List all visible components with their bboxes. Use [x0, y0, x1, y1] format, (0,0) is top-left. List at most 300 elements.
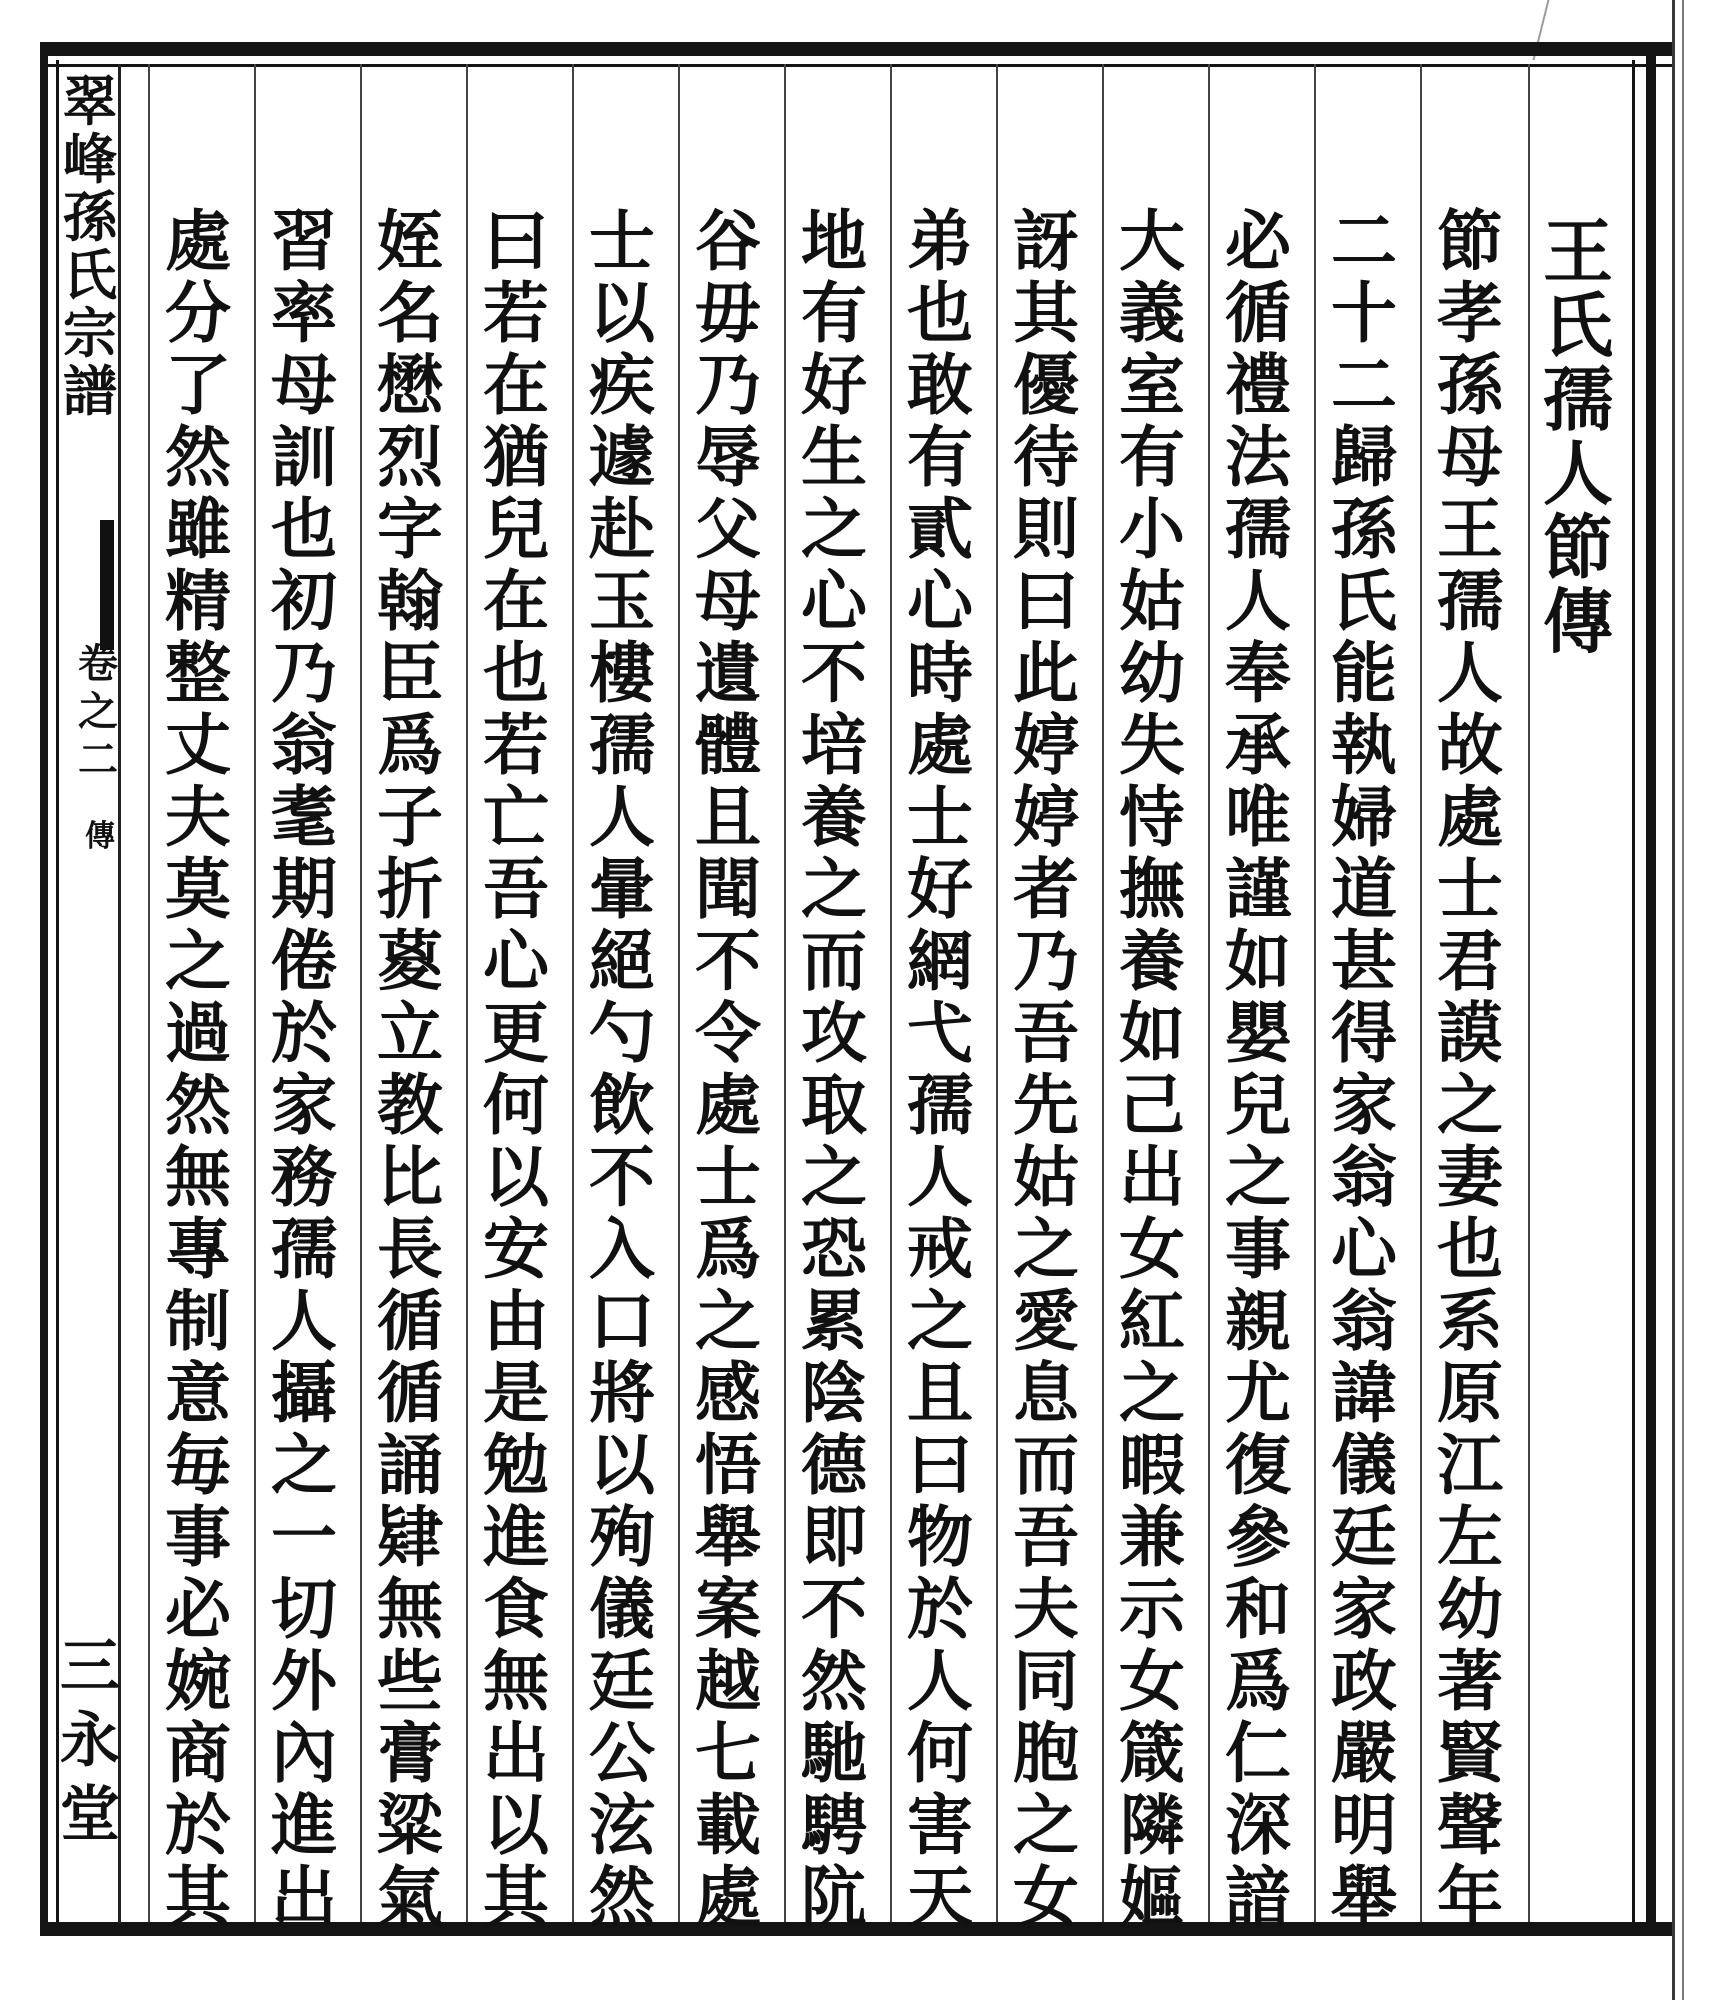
- character: 循: [377, 1354, 443, 1432]
- character: 恐: [801, 1210, 867, 1288]
- character: 於: [271, 994, 337, 1072]
- character: 攝: [271, 1354, 337, 1432]
- character: 法: [1225, 418, 1291, 496]
- character: 二: [1331, 346, 1397, 424]
- character: 之: [1119, 1354, 1185, 1432]
- page-edge-line: [1672, 0, 1675, 2000]
- character: 培: [801, 706, 867, 784]
- character: 幼: [1437, 1570, 1503, 1648]
- character: 士: [589, 202, 655, 280]
- character: 案: [695, 1570, 761, 1648]
- character: 之: [801, 490, 867, 568]
- character: 馳: [801, 1714, 867, 1792]
- character: 氏: [63, 243, 117, 307]
- character: 孺: [907, 1066, 973, 1144]
- character: 雖: [165, 490, 231, 568]
- character: 同: [1013, 1642, 1079, 1720]
- character: 聲: [1437, 1786, 1503, 1864]
- character: 循: [1225, 274, 1291, 352]
- character: 然: [165, 1066, 231, 1144]
- character: 必: [1225, 202, 1291, 280]
- character: 而: [1013, 1426, 1079, 1504]
- character: 小: [1119, 490, 1185, 568]
- character: 心: [907, 562, 973, 640]
- character: 倦: [271, 922, 337, 1000]
- character: 謨: [1437, 994, 1503, 1072]
- character: 嚴: [1331, 1714, 1397, 1792]
- character: 心: [483, 922, 549, 1000]
- character: 亡: [483, 778, 549, 856]
- character: 越: [695, 1642, 761, 1720]
- character: 無: [165, 1138, 231, 1216]
- character: 如: [1119, 994, 1185, 1072]
- character: 內: [271, 1714, 337, 1792]
- character: 泫: [589, 1786, 655, 1864]
- character: 也: [271, 490, 337, 568]
- character: 著: [1437, 1642, 1503, 1720]
- character: 政: [1331, 1642, 1397, 1720]
- frame-top-border: [40, 42, 1672, 56]
- spine-volume: [78, 640, 118, 784]
- character: 生: [801, 418, 867, 496]
- text-column: [468, 202, 564, 1936]
- character: 耄: [271, 778, 337, 856]
- character: 撫: [1119, 850, 1185, 928]
- character: 失: [1119, 706, 1185, 784]
- character: 遽: [589, 418, 655, 496]
- character: 乃: [271, 634, 337, 712]
- character: 道: [1331, 850, 1397, 928]
- character: 粱: [377, 1786, 443, 1864]
- character: 養: [1119, 922, 1185, 1000]
- character: 絕: [589, 922, 655, 1000]
- character: 家: [1331, 1570, 1397, 1648]
- character: 七: [695, 1714, 761, 1792]
- character: 字: [377, 490, 443, 568]
- character: 之: [907, 1282, 973, 1360]
- character: 率: [271, 274, 337, 352]
- character: 何: [483, 1066, 549, 1144]
- character: 口: [589, 1282, 655, 1360]
- character: 累: [801, 1282, 867, 1360]
- character: 於: [165, 1786, 231, 1864]
- character: 爲: [695, 1210, 761, 1288]
- character: 也: [483, 634, 549, 712]
- character: 夫: [1013, 1570, 1079, 1648]
- character: 恃: [1119, 778, 1185, 856]
- character: 大: [1119, 202, 1185, 280]
- character: 阬: [801, 1858, 867, 1936]
- character: 在: [483, 562, 549, 640]
- character: 其: [165, 1858, 231, 1936]
- character: 孫: [1331, 490, 1397, 568]
- character: 切: [271, 1570, 337, 1648]
- character: 公: [589, 1714, 655, 1792]
- character: 德: [801, 1426, 867, 1504]
- character: 然: [801, 1642, 867, 1720]
- character: 優: [1013, 346, 1079, 424]
- text-column: [256, 202, 352, 1936]
- character: 曰: [483, 202, 549, 280]
- character: 嫗: [1119, 1858, 1185, 1936]
- character: 貳: [907, 490, 973, 568]
- character: 孫: [1437, 346, 1503, 424]
- character: 爲: [377, 706, 443, 784]
- character: 室: [1119, 346, 1185, 424]
- character: 人: [907, 1642, 973, 1720]
- character: 年: [1437, 1858, 1503, 1936]
- character: 有: [801, 274, 867, 352]
- character: 王: [1543, 210, 1613, 293]
- character: 執: [1331, 706, 1397, 784]
- character: 猶: [483, 418, 549, 496]
- character: 也: [1437, 1210, 1503, 1288]
- character: 聞: [695, 850, 761, 928]
- character: 暈: [589, 850, 655, 928]
- character: 是: [483, 1354, 549, 1432]
- character: 兼: [1119, 1498, 1185, 1576]
- character: 親: [1225, 1282, 1291, 1360]
- character: 士: [1437, 850, 1503, 928]
- page-edge-line: [1682, 0, 1684, 2000]
- character: 此: [1013, 634, 1079, 712]
- character: 且: [695, 778, 761, 856]
- character: 養: [801, 778, 867, 856]
- character: 先: [1013, 1066, 1079, 1144]
- character: 歸: [1331, 418, 1397, 496]
- character: 樓: [589, 634, 655, 712]
- character: 節: [1437, 202, 1503, 280]
- character: 害: [907, 1786, 973, 1864]
- character: 不: [589, 1138, 655, 1216]
- character: 母: [271, 346, 337, 424]
- character: 處: [695, 1066, 761, 1144]
- character: 曰: [907, 1426, 973, 1504]
- character: 網: [907, 922, 973, 1000]
- character: 曰: [1013, 562, 1079, 640]
- character: 敢: [907, 346, 973, 424]
- character: 谷: [695, 202, 761, 280]
- character: 時: [907, 634, 973, 712]
- character: 翰: [377, 562, 443, 640]
- character: 之: [1437, 1066, 1503, 1144]
- character: 女: [1119, 1642, 1185, 1720]
- character: 婦: [1331, 778, 1397, 856]
- character: 安: [483, 1210, 549, 1288]
- character: 傳: [1543, 580, 1613, 663]
- character: 氏: [1331, 562, 1397, 640]
- character: 孺: [1437, 562, 1503, 640]
- character: 則: [1013, 490, 1079, 568]
- character: 一: [271, 1498, 337, 1576]
- character: 若: [483, 274, 549, 352]
- character: 立: [377, 994, 443, 1072]
- character: 遺: [695, 634, 761, 712]
- character: 士: [907, 778, 973, 856]
- character: 整: [165, 634, 231, 712]
- character: 而: [801, 922, 867, 1000]
- character: 處: [695, 1858, 761, 1936]
- character: 乃: [695, 346, 761, 424]
- character: 江: [1437, 1426, 1503, 1504]
- character: 深: [1225, 1786, 1291, 1864]
- character: 訝: [1013, 202, 1079, 280]
- character: 其: [1013, 274, 1079, 352]
- character: 悟: [695, 1426, 761, 1504]
- character: 原: [1437, 1354, 1503, 1432]
- character: 過: [165, 994, 231, 1072]
- character: 人: [589, 778, 655, 856]
- character: 教: [377, 1066, 443, 1144]
- character: 然: [589, 1858, 655, 1936]
- character: 卷: [78, 640, 118, 687]
- character: 丈: [165, 706, 231, 784]
- character: 物: [907, 1498, 973, 1576]
- character: 乃: [1013, 922, 1079, 1000]
- character: 以: [483, 1138, 549, 1216]
- character: 處: [1437, 778, 1503, 856]
- character: 禮: [1225, 346, 1291, 424]
- character: 吾: [1013, 1498, 1079, 1576]
- character: 永: [60, 1706, 120, 1776]
- character: 士: [695, 1138, 761, 1216]
- character: 天: [907, 1858, 973, 1936]
- character: 尤: [1225, 1354, 1291, 1432]
- character: 二: [78, 736, 118, 783]
- character: 節: [1543, 506, 1613, 589]
- character: 取: [801, 1066, 867, 1144]
- character: 令: [695, 994, 761, 1072]
- character: 在: [483, 346, 549, 424]
- character: 人: [1225, 562, 1291, 640]
- character: 即: [801, 1498, 867, 1576]
- character: 胞: [1013, 1714, 1079, 1792]
- character: 姑: [1013, 1138, 1079, 1216]
- character: 烈: [377, 418, 443, 496]
- text-column: [680, 202, 776, 1936]
- character: 騁: [801, 1786, 867, 1864]
- character: 懋: [377, 346, 443, 424]
- character: 肄: [377, 1498, 443, 1576]
- character: 二: [1331, 202, 1397, 280]
- spine-title: [62, 69, 118, 423]
- character: 訓: [271, 418, 337, 496]
- character: 子: [377, 778, 443, 856]
- character: 折: [377, 850, 443, 928]
- character: 弋: [907, 994, 973, 1072]
- character: 仁: [1225, 1714, 1291, 1792]
- character: 三: [60, 1632, 120, 1702]
- character: 誦: [377, 1426, 443, 1504]
- character: 心: [801, 562, 867, 640]
- character: 嬰: [1225, 994, 1291, 1072]
- character: 制: [165, 1282, 231, 1360]
- character: 載: [695, 1786, 761, 1864]
- character: 處: [907, 706, 973, 784]
- character: 舉: [1331, 1858, 1397, 1936]
- character: 宗: [63, 301, 117, 365]
- character: 孺: [271, 1210, 337, 1288]
- character: 進: [271, 1786, 337, 1864]
- character: 吾: [483, 850, 549, 928]
- character: 翁: [1331, 1282, 1397, 1360]
- character: 諱: [1331, 1354, 1397, 1432]
- character: 婷: [1013, 778, 1079, 856]
- character: 王: [1437, 490, 1503, 568]
- character: 奉: [1225, 634, 1291, 712]
- character: 參: [1225, 1498, 1291, 1576]
- character: 將: [589, 1354, 655, 1432]
- text-column: [786, 202, 882, 1936]
- character: 翁: [1331, 1138, 1397, 1216]
- text-column: [1104, 202, 1200, 1936]
- character: 若: [483, 706, 549, 784]
- character: 無: [377, 1570, 443, 1648]
- character: 婉: [165, 1642, 231, 1720]
- character: 孺: [1225, 490, 1291, 568]
- character: 人: [1437, 634, 1503, 712]
- character: 之: [801, 1138, 867, 1216]
- character: 義: [1119, 274, 1185, 352]
- character: 氏: [1543, 284, 1613, 367]
- character: 以: [483, 1786, 549, 1864]
- character: 期: [271, 850, 337, 928]
- character: 隣: [1119, 1786, 1185, 1864]
- character: 以: [589, 1426, 655, 1504]
- character: 十: [1331, 274, 1397, 352]
- character: 且: [907, 1354, 973, 1432]
- character: 商: [165, 1714, 231, 1792]
- character: 毎: [165, 1426, 231, 1504]
- character: 謹: [1225, 850, 1291, 928]
- character: 息: [1013, 1354, 1079, 1432]
- character: 婷: [1013, 706, 1079, 784]
- character: 有: [1119, 418, 1185, 496]
- character: 人: [907, 1138, 973, 1216]
- character: 復: [1225, 1426, 1291, 1504]
- character: 勉: [483, 1426, 549, 1504]
- text-column: [362, 202, 458, 1936]
- character: 之: [1013, 1786, 1079, 1864]
- character: 得: [1331, 994, 1397, 1072]
- spine-section: 傳: [85, 819, 115, 854]
- character: 之: [801, 850, 867, 928]
- character: 賢: [1437, 1714, 1503, 1792]
- character: 出: [1119, 1138, 1185, 1216]
- character: 諳: [1225, 1858, 1291, 1936]
- character: 孺: [589, 706, 655, 784]
- frame-top-inner-border: [40, 64, 1672, 67]
- character: 故: [1437, 706, 1503, 784]
- character: 儀: [1331, 1426, 1397, 1504]
- character: 赴: [589, 490, 655, 568]
- character: 儀: [589, 1570, 655, 1648]
- character: 承: [1225, 706, 1291, 784]
- character: 比: [377, 1138, 443, 1216]
- character: 習: [271, 202, 337, 280]
- character: 地: [801, 202, 867, 280]
- character: 初: [271, 562, 337, 640]
- character: 事: [1225, 1210, 1291, 1288]
- character: 於: [907, 1570, 973, 1648]
- character: 更: [483, 994, 549, 1072]
- character: 系: [1437, 1282, 1503, 1360]
- character: 臣: [377, 634, 443, 712]
- text-column: [892, 202, 988, 1936]
- character: 何: [907, 1714, 973, 1792]
- character: 甚: [1331, 922, 1397, 1000]
- character: 之: [271, 1426, 337, 1504]
- character: 紅: [1119, 1282, 1185, 1360]
- character: 玉: [589, 562, 655, 640]
- character: 兒: [483, 490, 549, 568]
- character: 姪: [377, 202, 443, 280]
- character: 殉: [589, 1498, 655, 1576]
- character: 妻: [1437, 1138, 1503, 1216]
- character: 如: [1225, 922, 1291, 1000]
- character: 之: [78, 688, 118, 735]
- character: 些: [377, 1642, 443, 1720]
- character: 君: [1437, 922, 1503, 1000]
- character: 孫: [63, 185, 117, 249]
- character: 辱: [695, 418, 761, 496]
- character: 示: [1119, 1570, 1185, 1648]
- character: 事: [165, 1498, 231, 1576]
- text-column: [1210, 202, 1306, 1936]
- character: 和: [1225, 1570, 1291, 1648]
- character: 明: [1331, 1786, 1397, 1864]
- character: 能: [1331, 634, 1397, 712]
- character: 疾: [589, 346, 655, 424]
- character: 勺: [589, 994, 655, 1072]
- character: 也: [907, 274, 973, 352]
- spine-hall-name: [60, 1630, 120, 1852]
- frame-right-border: [1646, 42, 1656, 1936]
- character: 兒: [1225, 1066, 1291, 1144]
- text-column: [998, 202, 1094, 1936]
- character: 母: [695, 562, 761, 640]
- character: 爲: [1225, 1642, 1291, 1720]
- character: 氣: [377, 1858, 443, 1936]
- character: 人: [271, 1282, 337, 1360]
- character: 家: [271, 1066, 337, 1144]
- text-column: [150, 202, 246, 1936]
- character: 精: [165, 562, 231, 640]
- character: 好: [907, 850, 973, 928]
- text-column: [574, 202, 670, 1936]
- text-column: [1316, 202, 1412, 1936]
- character: 循: [377, 1282, 443, 1360]
- character: 孝: [1437, 274, 1503, 352]
- character: 家: [1331, 1066, 1397, 1144]
- character: 廷: [589, 1642, 655, 1720]
- frame-left-inner-border: [56, 60, 59, 1926]
- character: 己: [1119, 1066, 1185, 1144]
- character: 女: [1119, 1210, 1185, 1288]
- character: 翠: [63, 69, 117, 133]
- frame-right-inner-border: [1632, 60, 1635, 1926]
- character: 出: [271, 1858, 337, 1936]
- character: 暇: [1119, 1426, 1185, 1504]
- character: 舉: [695, 1498, 761, 1576]
- character: 姑: [1119, 562, 1185, 640]
- character: 其: [483, 1858, 549, 1936]
- character: 不: [801, 634, 867, 712]
- character: 攻: [801, 994, 867, 1072]
- character: 唯: [1225, 778, 1291, 856]
- character: 了: [165, 346, 231, 424]
- character: 然: [165, 418, 231, 496]
